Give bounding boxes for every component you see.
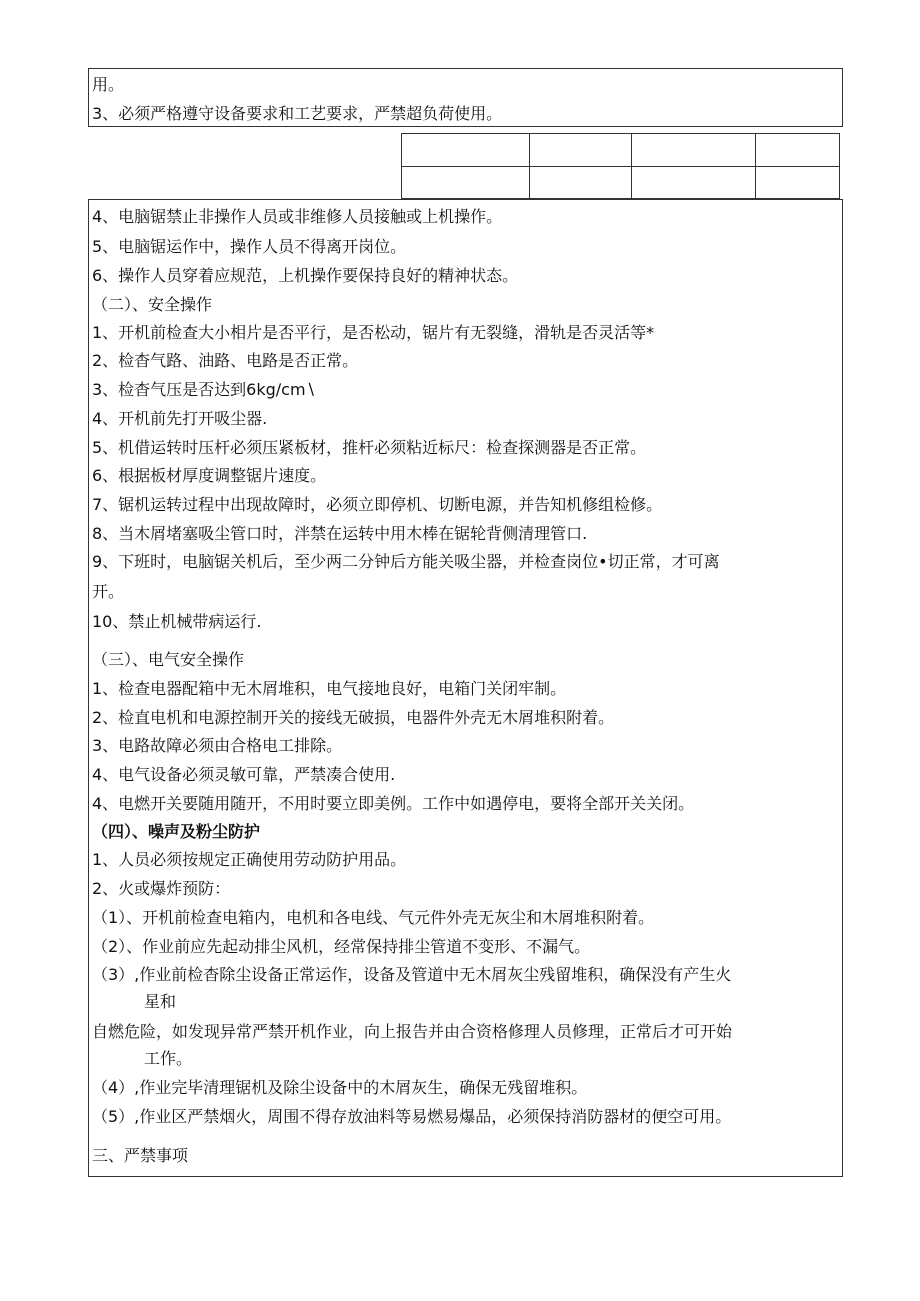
main-content-box [88, 199, 843, 1177]
text-line: 3、检杳气压是否达到6kg∕cm∖ [92, 380, 316, 399]
table-cell [756, 134, 840, 167]
table-cell [402, 134, 530, 167]
text-line: 4、电气设备必须灵敏可靠，严禁凑合使用. [92, 765, 396, 784]
section-heading: （四）、噪声及粉尘防护 [92, 822, 261, 841]
text-line: 8、当木屑堵塞吸尘管口时，泮禁在运转中用木棒在锯轮背侧清理管口. [92, 524, 588, 543]
text-line: 3、电路故障必须由合格电工排除。 [92, 736, 343, 755]
text-line: 星和 [144, 992, 177, 1011]
table-cell [632, 134, 756, 167]
top-content-box [88, 68, 843, 127]
text-line: 2、火或爆炸预防： [92, 879, 231, 898]
text-line: 9、下班时，电脑锯关机后，至少两二分钟后方能关吸尘器，并检查岗位•切正常，才可离 [92, 552, 720, 571]
text-line: 6、根据板材厚度调整锯片速度。 [92, 466, 327, 485]
text-line: （3）,作业前检杳除尘设备正常运作，设备及管道中无木屑灰尘残留堆积，确保没有产生火 [92, 965, 732, 984]
table-cell [402, 166, 530, 199]
section-heading: （三）、电气安全操作 [92, 650, 245, 669]
section-heading: （二）、安全操作 [92, 295, 213, 314]
text-line: 1、检查电器配箱中无木屑堆积，电气接地良好，电箱门关闭牢制。 [92, 679, 567, 698]
text-line: 4、电脑锯禁止非操作人员或非维修人员接触或上机操作。 [92, 207, 503, 226]
text-line: 10、禁止机械带病运行. [92, 612, 262, 631]
table-cell [530, 166, 632, 199]
text-line: 1、人员必须按规定正确使用劳动防护用品。 [92, 850, 407, 869]
text-line: 自燃危险，如发现异常严禁开机作业，向上报告并由合资格修理人员修理，正常后才可开始 [92, 1022, 733, 1041]
text-line: 2、检杳气路、油路、电路是否正常。 [92, 351, 359, 370]
text-line: 3、必须严格遵守设备要求和工艺要求，严禁超负荷使用。 [92, 104, 503, 123]
text-line: 开。 [92, 582, 125, 601]
table-cell [632, 166, 756, 199]
text-line: 7、锯机运转过程中出现故障时，必须立即停机、切断电源，并告知机修组检修。 [92, 495, 663, 514]
text-line: 4、电燃开关要随用随开，不用时要立即美例。工作中如遇停电，要将全部开关关闭。 [92, 794, 695, 813]
text-line: （2）、作业前应先起动排尘风机，经常保持排尘管道不变形、不漏气。 [92, 937, 591, 956]
text-line: 5、电脑锯运作中，操作人员不得离开岗位。 [92, 237, 407, 256]
text-line: 2、检直电机和电源控制开关的接线无破损，电器件外壳无木屑堆积附着。 [92, 708, 615, 727]
text-line: 工作。 [144, 1049, 193, 1068]
text-line: 用。 [92, 75, 125, 94]
table-row [402, 166, 840, 199]
text-line: （5）,作业区严禁烟火，周围不得存放油料等易燃易爆品，必须保持消防器材的便空可用。 [92, 1107, 732, 1126]
text-line: （4）,作业完毕清理锯机及除尘设备中的木屑灰生，确保无残留堆积。 [92, 1078, 588, 1097]
section-heading: 三、严禁事项 [92, 1146, 189, 1165]
text-line: 6、操作人员穿着应规范，上机操作要保持良好的精神状态。 [92, 266, 519, 285]
text-line: 4、开机前先打开吸尘器. [92, 409, 268, 428]
text-line: 1、开机前检查大小相片是否平行，是否松动，锯片有无裂缝，滑轨是否灵活等* [92, 323, 655, 342]
table-cell [756, 166, 840, 199]
table-cell [530, 134, 632, 167]
text-line: 5、机借运转时压杆必须压紧板材，推杆必须粘近标尺：检查探测器是否正常。 [92, 438, 647, 457]
table-row [402, 134, 840, 167]
text-line: （1）、开机前检查电箱内，电机和各电线、气元件外壳无灰尘和木屑堆积附着。 [92, 908, 655, 927]
signature-table [401, 133, 840, 199]
